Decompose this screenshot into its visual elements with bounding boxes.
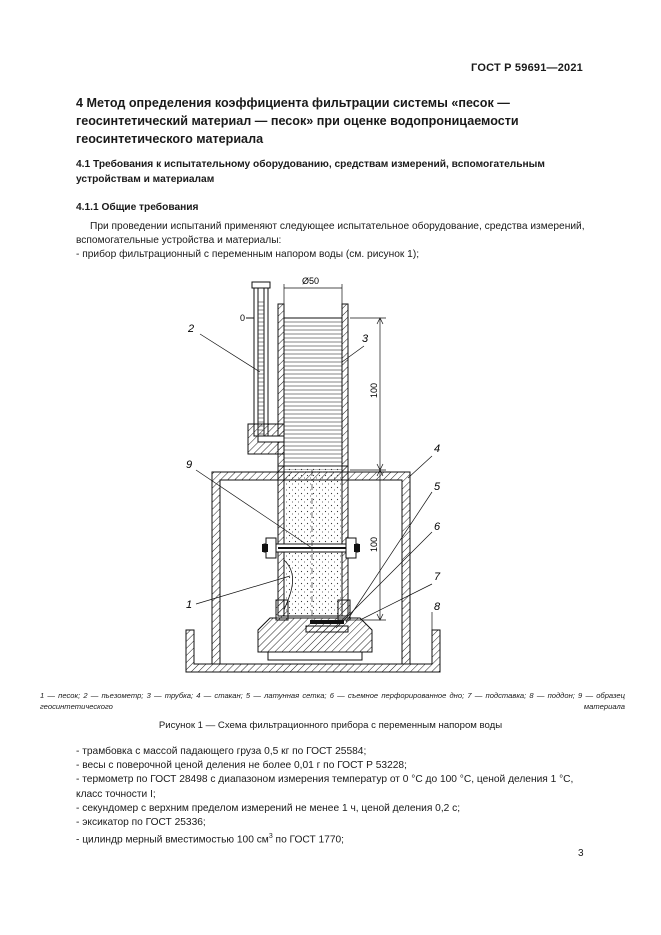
callout-3: 3 [362,333,369,345]
equipment-list [76,745,586,848]
callout-7: 7 [434,571,441,583]
callout-2: 2 [188,323,195,335]
document-id: ГОСТ Р 59691—2021 [471,62,583,74]
zero-mark-label: 0 [240,313,246,323]
list-item [76,830,586,848]
section-title: 4 Метод определения коэффициента фильтрации системы «песок — геосинтетический материал — песок» при оценке водопроницаемости геосинтетического материала [76,96,519,146]
subsection-title: 4.1 Требования к испытательному оборудованию, средствам измерений, вспомогательным устройствам и материалам [76,159,545,185]
page-number: 3 [578,848,584,859]
figure-legend: 1 — песок; 2 — пьезометр; 3 — трубка; 4 — стакан; 5 — латунная сетка; 6 — съемное перфорированное дно; 7 — подставка; 8 — поддон; 9 — образец геосинтетического материала [40,691,625,711]
callout-9: 9 [186,459,193,471]
mesh-part [306,620,348,632]
callout-5: 5 [434,481,441,493]
list-item-text: - цилиндр мерный вместимостью 100 см [76,834,269,846]
callout-8: 8 [434,601,441,613]
list-item: - весы с поверочной ценой деления не более 0,01 г по ГОСТ Р 53228; [76,760,407,772]
list-item: - трамбовка с массой падающего груза 0,5 кг по ГОСТ 25584; [76,746,367,757]
list-item-text: по ГОСТ 1770; [272,834,344,846]
diameter-label: Ø50 [302,276,320,286]
callout-4: 4 [434,443,441,455]
subsubsection-title: 4.1.1 Общие требования [76,202,199,213]
unit-superscript: 3 [268,833,273,841]
stand-part [258,618,372,660]
intro-paragraph: При проведении испытаний применяют следующее испытательное оборудование, средства измерений, вспомогательные устройства и материалы: [76,221,585,246]
list-item: - термометр по ГОСТ 28498 с диапазоном измерения температур от 0 °С до 100 °С, ценой деления 1 °С, класс точности I; [76,774,574,800]
callout-6: 6 [434,521,441,533]
dimension-label-upper: 100 [369,382,379,398]
list-item: - секундомер с верхним пределом измерений не менее 1 ч, ценой деления 0,2 с; [76,802,461,814]
list-item: - эксикатор по ГОСТ 25336; [76,817,206,829]
callout-1: 1 [186,599,193,611]
sand-part [276,466,350,620]
intro-list-item: - прибор фильтрационный с переменным напором воды (см. рисунок 1); [76,249,420,260]
figure-caption: Рисунок 1 — Схема фильтрационного прибора с переменным напором воды [158,720,503,731]
dimension-label-lower: 100 [369,536,379,552]
